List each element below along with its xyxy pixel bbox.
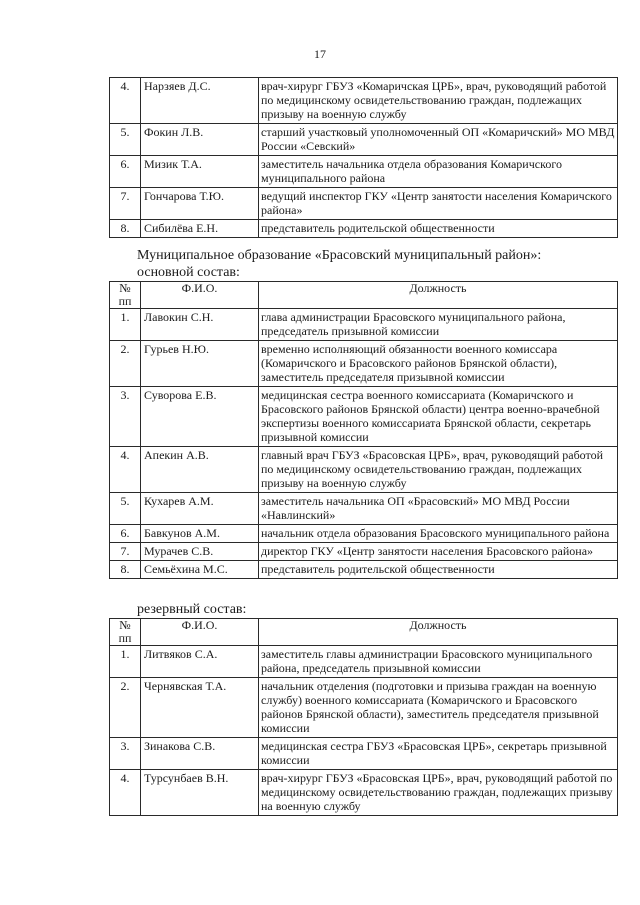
member-name: Нарзяев Д.С.: [141, 78, 259, 124]
section-heading-reserve: [137, 601, 246, 618]
row-number: 2.: [110, 678, 141, 738]
member-position: старший участковый уполномоченный ОП «Комаричский» МО МВД России «Севский»: [259, 124, 618, 156]
member-name: Чернявская Т.А.: [141, 678, 259, 738]
row-number: 6.: [110, 525, 141, 543]
row-number: 6.: [110, 156, 141, 188]
header-position: Должность: [259, 619, 618, 646]
member-position: начальник отдела образования Брасовского муниципального района: [259, 525, 618, 543]
member-name: Лавокин С.Н.: [141, 309, 259, 341]
member-name: Гурьев Н.Ю.: [141, 341, 259, 387]
row-number: 3.: [110, 738, 141, 770]
table-row: [110, 220, 618, 238]
member-name: Сибилёва Е.Н.: [141, 220, 259, 238]
table-body: [110, 78, 618, 238]
member-name: Мизик Т.А.: [141, 156, 259, 188]
member-name: Гончарова Т.Ю.: [141, 188, 259, 220]
row-number: 1.: [110, 646, 141, 678]
member-position: врач-хирург ГБУЗ «Комаричская ЦРБ», врач, руководящий работой по медицинскому освидетельствованию граждан, подлежащих призыву на военную службу: [259, 78, 618, 124]
member-position: заместитель начальника отдела образования Комаричского муниципального района: [259, 156, 618, 188]
header-num: № пп: [110, 619, 141, 646]
member-name: Турсунбаев В.Н.: [141, 770, 259, 816]
table-row: [110, 78, 618, 124]
table-row: [110, 493, 618, 525]
member-position: медицинская сестра ГБУЗ «Брасовская ЦРБ», секретарь призывной комиссии: [259, 738, 618, 770]
table-row: [110, 678, 618, 738]
member-name: Фокин Л.В.: [141, 124, 259, 156]
table-row: [110, 646, 618, 678]
header-name: Ф.И.О.: [141, 619, 259, 646]
member-name: Суворова Е.В.: [141, 387, 259, 447]
row-number: 5.: [110, 493, 141, 525]
member-position: представитель родительской общественности: [259, 561, 618, 579]
member-name: Кухарев А.М.: [141, 493, 259, 525]
member-position: врач-хирург ГБУЗ «Брасовская ЦРБ», врач, руководящий работой по медицинскому освидетельствованию граждан, подлежащих призыву на военную службу: [259, 770, 618, 816]
table-row: [110, 561, 618, 579]
row-number: 8.: [110, 561, 141, 579]
commission-table-reserve: [109, 618, 618, 816]
member-position: медицинская сестра военного комиссариата (Комаричского и Брасовского районов Брянской области) центра военно-врачебной экспертизы военного комиссариата Брянской области, секретарь призывной комиссии: [259, 387, 618, 447]
commission-table-main: [109, 281, 618, 579]
member-position: заместитель начальника ОП «Брасовский» МО МВД России «Навлинский»: [259, 493, 618, 525]
section-title: резервный состав:: [137, 602, 247, 617]
row-number: 7.: [110, 543, 141, 561]
row-number: 3.: [110, 387, 141, 447]
row-number: 8.: [110, 220, 141, 238]
member-position: ведущий инспектор ГКУ «Центр занятости населения Комаричского района»: [259, 188, 618, 220]
row-number: 2.: [110, 341, 141, 387]
member-position: представитель родительской общественности: [259, 220, 618, 238]
member-name: Семьёхина М.С.: [141, 561, 259, 579]
table-row: [110, 188, 618, 220]
member-name: Апекин А.В.: [141, 447, 259, 493]
member-position: заместитель главы администрации Брасовского муниципального района, председатель призывной комиссии: [259, 646, 618, 678]
header-name: Ф.И.О.: [141, 282, 259, 309]
table-row: [110, 341, 618, 387]
table-row: [110, 447, 618, 493]
member-name: Литвяков С.А.: [141, 646, 259, 678]
row-number: 4.: [110, 447, 141, 493]
header-num: № пп: [110, 282, 141, 309]
member-position: директор ГКУ «Центр занятости населения Брасовского района»: [259, 543, 618, 561]
table-row: [110, 387, 618, 447]
table-row: [110, 309, 618, 341]
table-body: [110, 309, 618, 579]
table-header-row: [110, 282, 618, 309]
member-position: главный врач ГБУЗ «Брасовская ЦРБ», врач, руководящий работой по медицинскому освидетельствованию граждан, подлежащих призыву на военную службу: [259, 447, 618, 493]
table-row: [110, 770, 618, 816]
row-number: 1.: [110, 309, 141, 341]
header-position: Должность: [259, 282, 618, 309]
table-body: [110, 646, 618, 816]
section-title: Муниципальное образование «Брасовский муниципальный район»:: [137, 248, 542, 263]
table-row: [110, 543, 618, 561]
table-row: [110, 525, 618, 543]
page-number: 17: [314, 47, 326, 61]
section-subtitle: основной состав:: [137, 265, 240, 280]
section-heading-brasovo: [137, 247, 541, 281]
member-name: Мурачев С.В.: [141, 543, 259, 561]
row-number: 7.: [110, 188, 141, 220]
row-number: 4.: [110, 78, 141, 124]
member-position: глава администрации Брасовского муниципального района, председатель призывной комиссии: [259, 309, 618, 341]
row-number: 4.: [110, 770, 141, 816]
table-header-row: [110, 619, 618, 646]
member-name: Зинакова С.В.: [141, 738, 259, 770]
member-position: временно исполняющий обязанности военного комиссара (Комаричского и Брасовского районов Брянской области), заместитель председателя призывной комиссии: [259, 341, 618, 387]
row-number: 5.: [110, 124, 141, 156]
commission-table-komarichi-continued: [109, 77, 618, 238]
table-row: [110, 124, 618, 156]
table-row: [110, 156, 618, 188]
member-name: Бавкунов А.М.: [141, 525, 259, 543]
member-position: начальник отделения (подготовки и призыва граждан на военную службу) военного комиссариата (Комаричского и Брасовского районов Брянской области), заместитель председателя призывной комиссии: [259, 678, 618, 738]
table-row: [110, 738, 618, 770]
